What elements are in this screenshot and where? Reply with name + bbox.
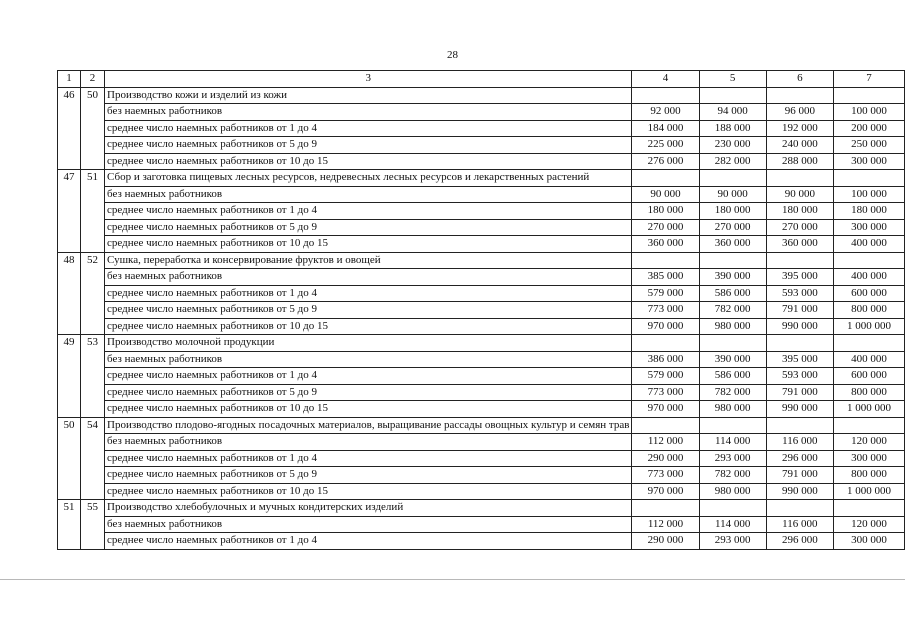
group-title-row (58, 417, 905, 434)
value-col-5: 980 000 (699, 401, 766, 418)
value-col-6: 990 000 (766, 318, 833, 335)
row-number: 51 (58, 500, 81, 550)
value-col-5: 360 000 (699, 236, 766, 253)
table-row (58, 236, 905, 253)
value-col-5: 782 000 (699, 467, 766, 484)
value-col-5: 94 000 (699, 104, 766, 121)
header-cell-7: 7 (833, 71, 904, 88)
value-col-5: 90 000 (699, 186, 766, 203)
value-col-6: 791 000 (766, 302, 833, 319)
employee-range-label: без наемных работников (105, 516, 632, 533)
value-col-6: 296 000 (766, 450, 833, 467)
value-col-5: 782 000 (699, 302, 766, 319)
group-title-row (58, 500, 905, 517)
activity-code: 52 (81, 252, 105, 335)
value-col-5: 293 000 (699, 450, 766, 467)
empty-value-cell (833, 170, 904, 187)
value-col-4: 385 000 (632, 269, 699, 286)
value-col-7: 1 000 000 (833, 401, 904, 418)
value-col-4: 290 000 (632, 450, 699, 467)
value-col-7: 1 000 000 (833, 483, 904, 500)
header-cell-4: 4 (632, 71, 699, 88)
empty-value-cell (699, 170, 766, 187)
employee-range-label: среднее число наемных работников от 5 до 9 (105, 302, 632, 319)
row-number: 49 (58, 335, 81, 418)
value-col-7: 600 000 (833, 368, 904, 385)
value-col-4: 92 000 (632, 104, 699, 121)
value-col-4: 90 000 (632, 186, 699, 203)
group-title-row (58, 335, 905, 352)
group-title-row (58, 87, 905, 104)
empty-value-cell (699, 87, 766, 104)
value-col-4: 290 000 (632, 533, 699, 550)
value-col-6: 360 000 (766, 236, 833, 253)
value-col-6: 593 000 (766, 285, 833, 302)
value-col-6: 990 000 (766, 401, 833, 418)
page-number: 28 (447, 49, 458, 61)
value-col-4: 970 000 (632, 318, 699, 335)
table-row (58, 368, 905, 385)
header-row (58, 71, 905, 88)
header-cell-3: 3 (105, 71, 632, 88)
table-row (58, 219, 905, 236)
value-col-4: 225 000 (632, 137, 699, 154)
activity-title: Производство кожи и изделий из кожи (105, 87, 632, 104)
value-col-7: 600 000 (833, 285, 904, 302)
empty-value-cell (833, 500, 904, 517)
value-col-7: 400 000 (833, 269, 904, 286)
row-number: 48 (58, 252, 81, 335)
value-col-4: 270 000 (632, 219, 699, 236)
value-col-7: 800 000 (833, 467, 904, 484)
value-col-5: 390 000 (699, 351, 766, 368)
empty-value-cell (766, 252, 833, 269)
value-col-6: 270 000 (766, 219, 833, 236)
value-col-5: 980 000 (699, 318, 766, 335)
value-col-5: 390 000 (699, 269, 766, 286)
value-col-4: 579 000 (632, 285, 699, 302)
value-col-7: 1 000 000 (833, 318, 904, 335)
empty-value-cell (699, 335, 766, 352)
row-number: 47 (58, 170, 81, 253)
empty-value-cell (766, 335, 833, 352)
table-row (58, 285, 905, 302)
value-col-4: 773 000 (632, 467, 699, 484)
employee-range-label: среднее число наемных работников от 10 до 15 (105, 401, 632, 418)
activity-code: 50 (81, 87, 105, 170)
empty-value-cell (632, 87, 699, 104)
activity-title: Сушка, переработка и консервирование фруктов и овощей (105, 252, 632, 269)
activity-title: Сбор и заготовка пищевых лесных ресурсов, недревесных лесных ресурсов и лекарственных растений (105, 170, 632, 187)
table-row (58, 203, 905, 220)
row-number: 46 (58, 87, 81, 170)
table-row (58, 533, 905, 550)
value-col-5: 586 000 (699, 285, 766, 302)
employee-range-label: среднее число наемных работников от 1 до 4 (105, 533, 632, 550)
employee-range-label: среднее число наемных работников от 5 до 9 (105, 137, 632, 154)
value-col-7: 300 000 (833, 153, 904, 170)
employee-range-label: среднее число наемных работников от 1 до 4 (105, 120, 632, 137)
activity-title: Производство хлебобулочных и мучных кондитерских изделий (105, 500, 632, 517)
empty-value-cell (766, 417, 833, 434)
empty-value-cell (766, 170, 833, 187)
value-col-7: 100 000 (833, 104, 904, 121)
empty-value-cell (699, 417, 766, 434)
table-row (58, 104, 905, 121)
employee-range-label: среднее число наемных работников от 1 до 4 (105, 450, 632, 467)
header-cell-1: 1 (58, 71, 81, 88)
header-cell-2: 2 (81, 71, 105, 88)
value-col-7: 800 000 (833, 384, 904, 401)
table-row (58, 467, 905, 484)
employee-range-label: среднее число наемных работников от 1 до 4 (105, 285, 632, 302)
value-col-6: 395 000 (766, 351, 833, 368)
value-col-6: 116 000 (766, 516, 833, 533)
value-col-7: 800 000 (833, 302, 904, 319)
empty-value-cell (766, 87, 833, 104)
value-col-5: 282 000 (699, 153, 766, 170)
empty-value-cell (833, 335, 904, 352)
empty-value-cell (632, 252, 699, 269)
empty-value-cell (766, 500, 833, 517)
scan-fold-line (0, 579, 905, 580)
table-row (58, 401, 905, 418)
activity-code: 51 (81, 170, 105, 253)
value-col-4: 773 000 (632, 302, 699, 319)
empty-value-cell (632, 170, 699, 187)
employee-range-label: без наемных работников (105, 351, 632, 368)
employee-range-label: без наемных работников (105, 104, 632, 121)
table-row (58, 351, 905, 368)
value-col-6: 96 000 (766, 104, 833, 121)
value-col-6: 990 000 (766, 483, 833, 500)
value-col-5: 782 000 (699, 384, 766, 401)
value-col-5: 114 000 (699, 516, 766, 533)
value-col-7: 120 000 (833, 516, 904, 533)
value-col-4: 360 000 (632, 236, 699, 253)
employee-range-label: среднее число наемных работников от 5 до 9 (105, 384, 632, 401)
employee-range-label: среднее число наемных работников от 5 до 9 (105, 219, 632, 236)
value-col-7: 300 000 (833, 450, 904, 467)
table-row (58, 384, 905, 401)
value-col-4: 773 000 (632, 384, 699, 401)
employee-range-label: без наемных работников (105, 269, 632, 286)
empty-value-cell (833, 252, 904, 269)
value-col-5: 188 000 (699, 120, 766, 137)
employee-range-label: среднее число наемных работников от 1 до 4 (105, 368, 632, 385)
table-row (58, 153, 905, 170)
empty-value-cell (632, 417, 699, 434)
value-col-7: 200 000 (833, 120, 904, 137)
value-col-4: 970 000 (632, 401, 699, 418)
value-col-6: 296 000 (766, 533, 833, 550)
table-row (58, 137, 905, 154)
header-cell-6: 6 (766, 71, 833, 88)
value-col-4: 184 000 (632, 120, 699, 137)
employee-range-label: среднее число наемных работников от 5 до 9 (105, 467, 632, 484)
value-col-5: 230 000 (699, 137, 766, 154)
table-row (58, 302, 905, 319)
value-col-5: 114 000 (699, 434, 766, 451)
activity-code: 53 (81, 335, 105, 418)
value-col-5: 293 000 (699, 533, 766, 550)
empty-value-cell (833, 417, 904, 434)
activity-code: 54 (81, 417, 105, 500)
value-col-7: 180 000 (833, 203, 904, 220)
table-row (58, 186, 905, 203)
activity-code: 55 (81, 500, 105, 550)
employee-range-label: среднее число наемных работников от 10 до 15 (105, 318, 632, 335)
empty-value-cell (699, 252, 766, 269)
value-col-6: 288 000 (766, 153, 833, 170)
activity-title: Производство молочной продукции (105, 335, 632, 352)
employee-range-label: без наемных работников (105, 434, 632, 451)
value-col-5: 270 000 (699, 219, 766, 236)
table-row (58, 269, 905, 286)
table-row (58, 318, 905, 335)
row-number: 50 (58, 417, 81, 500)
value-col-4: 386 000 (632, 351, 699, 368)
table-row (58, 450, 905, 467)
value-col-7: 400 000 (833, 236, 904, 253)
header-cell-5: 5 (699, 71, 766, 88)
value-col-6: 593 000 (766, 368, 833, 385)
value-col-5: 980 000 (699, 483, 766, 500)
value-col-4: 112 000 (632, 434, 699, 451)
employee-range-label: среднее число наемных работников от 10 до 15 (105, 236, 632, 253)
value-col-6: 90 000 (766, 186, 833, 203)
value-col-7: 120 000 (833, 434, 904, 451)
employee-range-label: среднее число наемных работников от 10 до 15 (105, 483, 632, 500)
value-col-4: 579 000 (632, 368, 699, 385)
activity-title: Производство плодово-ягодных посадочных материалов, выращивание рассады овощных культур и семян трав (105, 417, 632, 434)
empty-value-cell (632, 335, 699, 352)
value-col-5: 586 000 (699, 368, 766, 385)
group-title-row (58, 170, 905, 187)
value-col-5: 180 000 (699, 203, 766, 220)
value-col-4: 276 000 (632, 153, 699, 170)
value-col-7: 100 000 (833, 186, 904, 203)
value-col-6: 116 000 (766, 434, 833, 451)
employee-range-label: без наемных работников (105, 186, 632, 203)
value-col-6: 192 000 (766, 120, 833, 137)
value-col-7: 300 000 (833, 219, 904, 236)
value-col-7: 250 000 (833, 137, 904, 154)
table-row (58, 483, 905, 500)
empty-value-cell (699, 500, 766, 517)
table-row (58, 434, 905, 451)
value-col-6: 791 000 (766, 467, 833, 484)
value-col-4: 112 000 (632, 516, 699, 533)
value-col-6: 180 000 (766, 203, 833, 220)
employee-range-label: среднее число наемных работников от 10 до 15 (105, 153, 632, 170)
empty-value-cell (833, 87, 904, 104)
table-row (58, 120, 905, 137)
employee-range-label: среднее число наемных работников от 1 до 4 (105, 203, 632, 220)
empty-value-cell (632, 500, 699, 517)
value-col-4: 970 000 (632, 483, 699, 500)
value-col-6: 395 000 (766, 269, 833, 286)
value-col-7: 300 000 (833, 533, 904, 550)
group-title-row (58, 252, 905, 269)
value-col-4: 180 000 (632, 203, 699, 220)
table-row (58, 516, 905, 533)
tariff-table (57, 70, 905, 550)
value-col-6: 791 000 (766, 384, 833, 401)
value-col-6: 240 000 (766, 137, 833, 154)
value-col-7: 400 000 (833, 351, 904, 368)
